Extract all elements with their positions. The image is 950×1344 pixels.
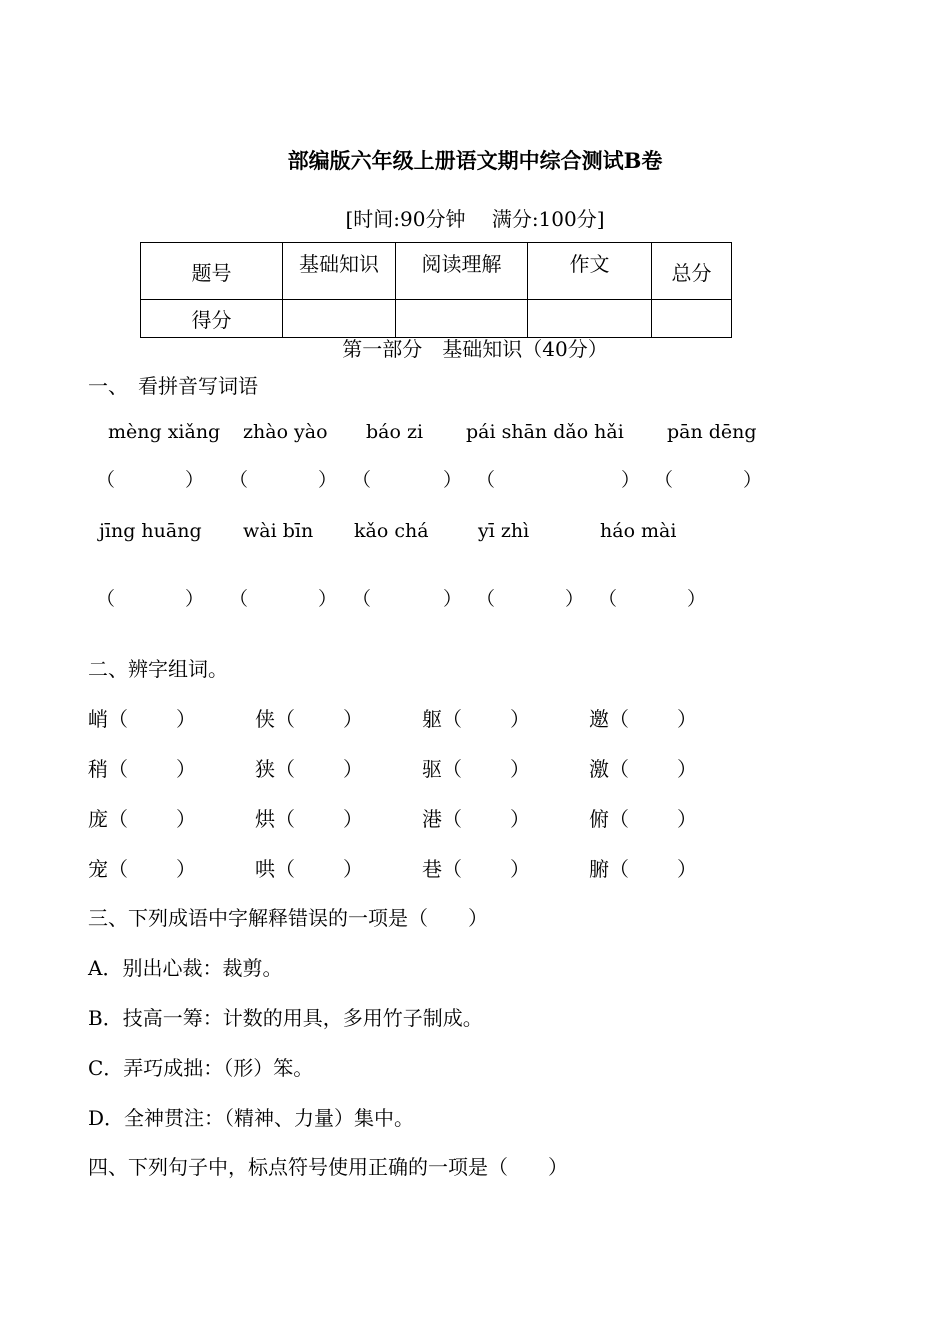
answer-blank-close: ） [176,707,196,731]
char-item [589,809,697,829]
answer-blank-close: ） [343,757,363,781]
answer-blank-close: ） [510,757,530,781]
pinyin-item: báo zi [366,421,424,443]
q3-heading: 三、下列成语中字解释错误的一项是（ ） [88,906,488,930]
score-table [140,242,732,338]
char-glyph: 侠 [255,707,275,731]
answer-blank-open: （ [609,707,629,731]
answer-blank-close: ） [677,757,697,781]
char-glyph: 峭 [88,707,108,731]
answer-blank-open: （ [352,588,372,610]
score-cell[interactable] [283,300,396,338]
char-glyph: 哄 [255,857,275,881]
char-item [589,859,697,879]
row-label-score: 得分 [141,300,283,338]
pinyin-item: kǎo chá [354,520,429,542]
exam-meta: [时间:90分钟 满分:100分] [345,207,605,231]
char-item [255,759,363,779]
pinyin-item: pái shān dǎo hǎi [466,421,624,443]
char-glyph: 宠 [88,857,108,881]
char-item [255,709,363,729]
answer-blank-open: （ [609,857,629,881]
answer-blank-open: （ [96,588,116,610]
char-item [255,809,363,829]
answer-blank-close: ） [443,469,463,491]
answer-blank-close: ） [677,807,697,831]
answer-blank-close: ） [743,469,763,491]
header-cell-composition: 作文 [528,243,652,300]
q2-heading: 二、辨字组词。 [88,657,228,681]
char-glyph: 港 [422,807,442,831]
char-item [422,809,530,829]
char-glyph: 烘 [255,807,275,831]
answer-blank-close: ） [510,857,530,881]
answer-blank-open: （ [442,707,462,731]
answer-blank-open: （ [275,857,295,881]
char-item [589,709,697,729]
char-glyph: 邀 [589,707,609,731]
score-table-header-row [141,243,732,300]
answer-blank-open: （ [352,469,372,491]
q4-heading: 四、下列句子中，标点符号使用正确的一项是（ ） [88,1155,568,1179]
pinyin-item: jīng huāng [99,520,202,542]
answer-blank-open: （ [442,807,462,831]
char-glyph: 腑 [589,857,609,881]
answer-blank-open: （ [108,707,128,731]
answer-blank-open: （ [96,469,116,491]
exam-title: 部编版六年级上册语文期中综合测试B卷 [287,148,663,173]
header-cell-total: 总分 [652,243,732,300]
pinyin-item: mèng xiǎng [108,421,221,443]
header-cell-basics: 基础知识 [283,243,396,300]
answer-blank-open: （ [275,807,295,831]
answer-blank-open: （ [598,588,618,610]
pinyin-item: wài bīn [243,520,314,542]
answer-blank-open: （ [476,588,496,610]
answer-blank-open: （ [229,469,249,491]
char-item [422,859,530,879]
answer-blank-open: （ [108,807,128,831]
q3-option-d: D．全神贯注：（精神、力量）集中。 [88,1106,415,1130]
answer-blank-open: （ [609,807,629,831]
answer-blank-open: （ [275,707,295,731]
answer-blank-close: ） [185,588,205,610]
answer-blank-open: （ [108,857,128,881]
answer-blank-open: （ [229,588,249,610]
answer-blank-close: ） [565,588,585,610]
answer-blank-open: （ [476,469,496,491]
char-glyph: 俯 [589,807,609,831]
char-item [88,809,196,829]
answer-blank-open: （ [442,757,462,781]
answer-blank-close: ） [318,588,338,610]
char-glyph: 庞 [88,807,108,831]
char-item [88,759,196,779]
answer-blank-close: ） [176,807,196,831]
answer-blank-close: ） [510,807,530,831]
answer-blank-close: ） [176,757,196,781]
char-glyph: 驱 [422,757,442,781]
q3-option-a: A．别出心裁：裁剪。 [88,956,283,980]
score-cell[interactable] [652,300,732,338]
score-cell[interactable] [528,300,652,338]
pinyin-item: yī zhì [478,520,530,542]
answer-blank-close: ） [443,588,463,610]
answer-blank-close: ） [677,707,697,731]
q3-option-c: C．弄巧成拙：（形）笨。 [88,1056,314,1080]
part1-heading: 第一部分 基础知识（40分） [342,337,608,361]
answer-blank-close: ） [343,807,363,831]
answer-blank-open: （ [275,757,295,781]
answer-blank-close: ） [677,857,697,881]
char-glyph: 激 [589,757,609,781]
answer-blank-close: ） [621,469,641,491]
char-item [88,709,196,729]
header-cell-reading: 阅读理解 [396,243,528,300]
char-glyph: 稍 [88,757,108,781]
char-glyph: 躯 [422,707,442,731]
score-cell[interactable] [396,300,528,338]
char-item [589,759,697,779]
header-cell-question-no: 题号 [141,243,283,300]
pinyin-item: háo mài [600,520,677,542]
q1-heading: 一、 看拼音写词语 [88,374,258,398]
answer-blank-open: （ [442,857,462,881]
char-glyph: 巷 [422,857,442,881]
score-table-score-row [141,300,732,338]
answer-blank-close: ） [185,469,205,491]
char-item [422,709,530,729]
answer-blank-close: ） [343,857,363,881]
answer-blank-open: （ [609,757,629,781]
char-glyph: 狭 [255,757,275,781]
answer-blank-close: ） [510,707,530,731]
q3-option-b: B．技高一筹：计数的用具，多用竹子制成。 [88,1006,483,1030]
answer-blank-close: ） [318,469,338,491]
char-item [422,759,530,779]
answer-blank-close: ） [687,588,707,610]
answer-blank-close: ） [176,857,196,881]
pinyin-item: zhào yào [243,421,328,443]
pinyin-item: pān dēng [667,421,757,443]
char-item [88,859,196,879]
answer-blank-open: （ [108,757,128,781]
answer-blank-open: （ [654,469,674,491]
char-item [255,859,363,879]
answer-blank-close: ） [343,707,363,731]
